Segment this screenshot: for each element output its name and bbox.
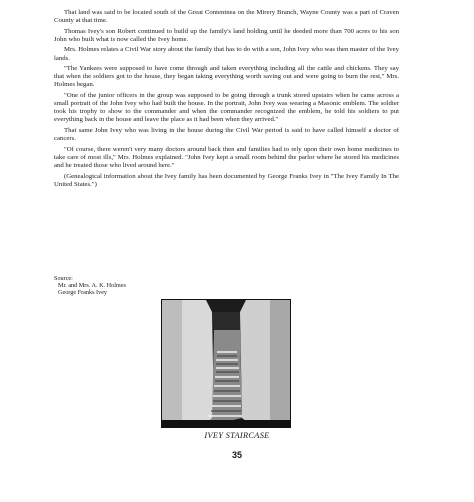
source-credits <box>54 275 126 297</box>
staircase-photo <box>161 299 291 428</box>
paragraph: (Genealogical information about the Ivey family has been documented by George Franks Ivey in "The Ivey Family In The United States.") <box>54 172 399 188</box>
source-line: Mr. and Mrs. A. K. Holmes <box>58 282 126 290</box>
paragraph: "Of course, there weren't very many doctors around back then and families had to rely upon their own home medicines to take care of most ills," Mrs. Holmes explained. "John Ivey kept a small room behind the parlor where he stored his medicines and he treated those who lived around here." <box>54 145 399 169</box>
paragraph: Mrs. Holmes relates a Civil War story about the family that has to do with a son, John Ivey who was then master of the Ivey lands. <box>54 46 399 62</box>
paragraph: That same John Ivey who was living in the house during the Civil War period is said to have called himself a doctor of cancers. <box>54 126 399 143</box>
page-number: 35 <box>231 450 242 460</box>
source-line: George Franks Ivey <box>58 289 108 297</box>
source-label: Source: <box>54 275 73 282</box>
paragraph: Thomas Ivey's son Robert continued to build up the family's land holding until he deeded more than 700 acres to his son John who built what is now called the Ivey home. <box>54 27 399 43</box>
photo-caption: IVEY STAIRCASE <box>204 431 270 440</box>
paragraph: That land was said to be located south of the Great Contentnea on the Mirery Branch, Wayne County was a part of Craven County at that time. <box>54 9 399 25</box>
paragraph: "One of the junior officers in the group was supposed to be going through a trunk stored upstairs when he came across a small portrait of the John Ivey who had built the house. In the portrait, John Ivey was wearing a Masonic emblem. The soldier took his trophy to show to the commander and when the commander recognized the emblem, he told his soldiers to put everything back in the house and leave the place as it had been when they arrived." <box>54 91 399 124</box>
paragraph: "The Yankees were supposed to have come through and taken everything including all the cattle and chickens. They say that when the soldiers got to the house, they began taking everything worth saving out and were going to burn the rest," Mrs. Holmes began. <box>54 65 399 89</box>
article-body <box>54 9 399 191</box>
